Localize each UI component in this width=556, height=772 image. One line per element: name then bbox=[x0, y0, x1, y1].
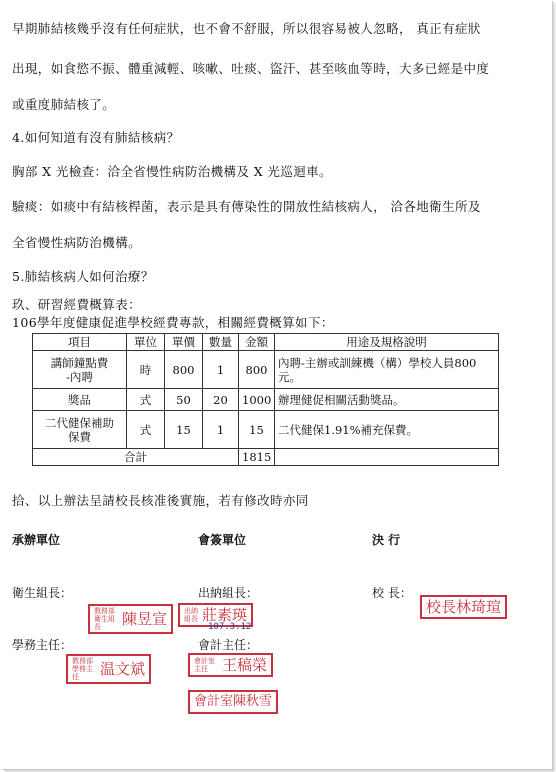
budget-table bbox=[32, 333, 499, 466]
accounting-staff-stamp: 會計室陳秋雪 bbox=[188, 690, 278, 714]
row-amount: 15 bbox=[239, 411, 275, 449]
paragraph-xray: 胸部 X 光檢查：洽全省慢性病防治機構及 X 光巡迴車。 bbox=[12, 164, 332, 179]
table-row bbox=[33, 351, 499, 389]
closing-statement: 拾、以上辦法呈請校長核准後實施，若有修改時亦同 bbox=[12, 493, 309, 508]
total-label: 合計 bbox=[33, 449, 239, 466]
header-price: 單價 bbox=[165, 334, 203, 351]
total-value: 1815 bbox=[239, 449, 275, 466]
row-price: 800 bbox=[165, 351, 203, 389]
paragraph-line-1: 早期肺結核幾乎沒有任何症狀，也不會不舒服，所以很容易被人忽略， 真正有症狀 bbox=[12, 21, 481, 36]
row-unit: 式 bbox=[127, 411, 165, 449]
header-organizer: 承辦單位 bbox=[12, 533, 61, 547]
total-empty bbox=[275, 449, 499, 466]
paragraph-sputum-2: 全省慢性病防治機構。 bbox=[12, 235, 142, 250]
academic-director-stamp: 教務部學務主任 温文斌 bbox=[66, 654, 151, 684]
row-item: 獎品 bbox=[33, 389, 127, 411]
row-quantity: 1 bbox=[203, 351, 239, 389]
cashier-leader-stamp: 出納組長 莊素瑛 bbox=[178, 603, 253, 627]
row-unit: 式 bbox=[127, 389, 165, 411]
header-amount: 金額 bbox=[239, 334, 275, 351]
header-description: 用途及規格說明 bbox=[275, 334, 499, 351]
header-cosign: 會簽單位 bbox=[198, 533, 247, 547]
row-description: 二代健保1.91%補充保費。 bbox=[275, 411, 499, 449]
row-amount: 800 bbox=[239, 351, 275, 389]
principal-stamp: 校長林琦瑄 bbox=[420, 595, 507, 619]
label-health-leader: 衛生組長： bbox=[12, 586, 73, 600]
budget-heading: 玖、研習經費概算表： bbox=[12, 297, 142, 312]
health-leader-stamp: 教務部衛生組長 陳昱宣 bbox=[88, 604, 173, 634]
label-principal: 校 長： bbox=[372, 586, 412, 600]
budget-intro: 106學年度健康促進學校經費專款，相關經費概算如下： bbox=[12, 315, 334, 330]
row-amount: 1000 bbox=[239, 389, 275, 411]
section-heading-5: 5.肺結核病人如何治療？ bbox=[12, 269, 154, 284]
row-description: 辦理健促相關活動獎品。 bbox=[275, 389, 499, 411]
paragraph-sputum-1: 驗痰：如痰中有結核桿菌，表示是具有傳染性的開放性結核病人， 洽各地衛生所及 bbox=[12, 199, 481, 214]
header-unit: 單位 bbox=[127, 334, 165, 351]
row-unit: 時 bbox=[127, 351, 165, 389]
row-item: 講師鐘點費 -內聘 bbox=[33, 351, 127, 389]
table-header-row bbox=[33, 334, 499, 351]
label-academic-director: 學務主任： bbox=[12, 638, 73, 652]
header-item: 項目 bbox=[33, 334, 127, 351]
table-row bbox=[33, 389, 499, 411]
header-decision: 決 行 bbox=[372, 533, 401, 547]
table-total-row bbox=[33, 449, 499, 466]
paragraph-line-2: 出現，如食慾不振、體重減輕、咳嗽、吐痰、盜汗、甚至咳血等時，大多已經是中度 bbox=[12, 61, 490, 76]
row-price: 50 bbox=[165, 389, 203, 411]
table-row bbox=[33, 411, 499, 449]
document-page bbox=[2, 1, 553, 770]
section-heading-4: 4.如何知道有沒有肺結核病？ bbox=[12, 130, 180, 145]
accounting-director-stamp: 會計室主任 王稿榮 bbox=[188, 653, 273, 677]
label-accounting-director: 會計主任： bbox=[198, 638, 259, 652]
paragraph-line-3: 或重度肺結核了。 bbox=[12, 97, 116, 112]
label-cashier-leader: 出納組長： bbox=[198, 586, 259, 600]
row-item: 二代健保補助 保費 bbox=[33, 411, 127, 449]
cashier-date: 107.3.12 bbox=[208, 622, 252, 632]
row-quantity: 20 bbox=[203, 389, 239, 411]
row-price: 15 bbox=[165, 411, 203, 449]
row-description: 內聘-主辦或訓練機（構）學校人員800元。 bbox=[275, 351, 499, 389]
header-quantity: 數量 bbox=[203, 334, 239, 351]
row-quantity: 1 bbox=[203, 411, 239, 449]
